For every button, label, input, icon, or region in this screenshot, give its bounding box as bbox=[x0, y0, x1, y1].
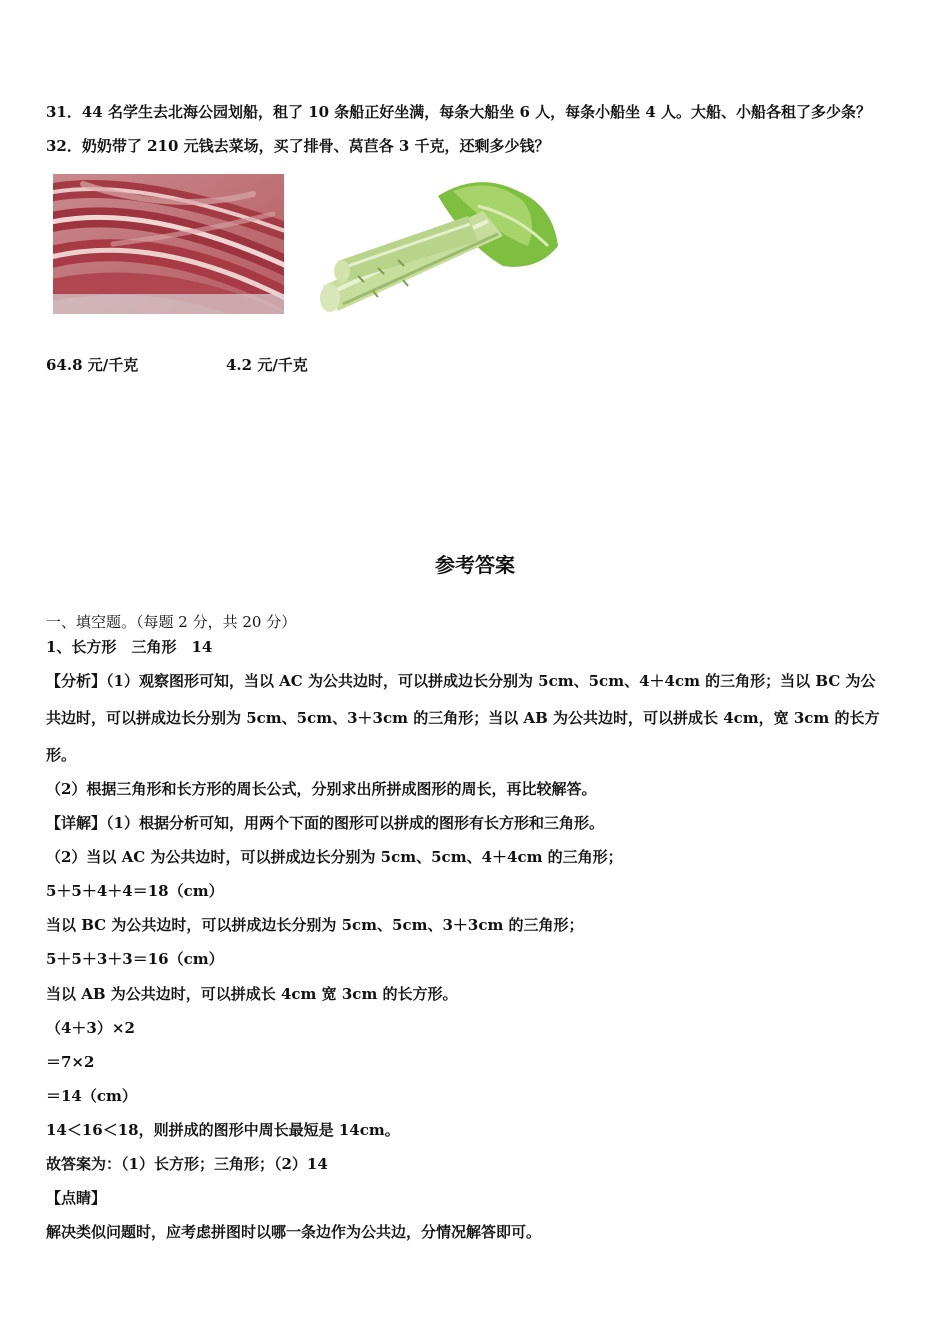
calc-line-5: ＝14（cm） bbox=[46, 1087, 137, 1105]
detail-line-4: 当以 AB 为公共边时，可以拼成长 4cm 宽 3cm 的长方形。 bbox=[46, 985, 458, 1003]
section-1-heading: 一、填空题。（每题 2 分，共 20 分） bbox=[46, 613, 297, 631]
lettuce-image bbox=[318, 176, 563, 318]
calc-line-4: ＝7×2 bbox=[46, 1053, 95, 1071]
analysis-line-4: （2）根据三角形和长方形的周长公式，分别求出所拼成图形的周长，再比较解答。 bbox=[46, 780, 597, 798]
question-32: 32．奶奶带了 210 元钱去菜场，买了排骨、莴苣各 3 千克，还剩多少钱？ bbox=[46, 137, 550, 155]
answer-heading: 参考答案 bbox=[435, 553, 515, 577]
analysis-line-2: 共边时，可以拼成边长分别为 5cm、5cm、3＋3cm 的三角形；当以 AB 为公共边时，可以拼成长 4cm，宽 3cm 的长方 bbox=[46, 709, 880, 727]
question-31: 31．44 名学生去北海公园划船，租了 10 条船正好坐满，每条大船坐 6 人，每条小船坐 4 人。大船、小船各租了多少条？ bbox=[46, 103, 872, 121]
answer-1: 1、长方形 三角形 14 bbox=[46, 638, 213, 656]
detail-line-3: 当以 BC 为公共边时，可以拼成边长分别为 5cm、5cm、3＋3cm 的三角形； bbox=[46, 916, 584, 934]
detail-line-2: （2）当以 AC 为公共边时，可以拼成边长分别为 5cm、5cm、4＋4cm 的三角形； bbox=[46, 848, 623, 866]
analysis-line-3: 形。 bbox=[46, 746, 77, 764]
ribs-image bbox=[53, 174, 284, 314]
calc-line-3: （4＋3）×2 bbox=[46, 1019, 135, 1037]
tip-label: 【点睛】 bbox=[46, 1189, 107, 1207]
calc-line-1: 5＋5＋4＋4＝18（cm） bbox=[46, 882, 224, 900]
price-lettuce: 4.2 元/千克 bbox=[226, 356, 308, 374]
price-ribs: 64.8 元/千克 bbox=[46, 356, 139, 374]
tip-text: 解决类似问题时，应考虑拼图时以哪一条边作为公共边，分情况解答即可。 bbox=[46, 1223, 542, 1241]
compare-line: 14＜16＜18，则拼成的图形中周长最短是 14cm。 bbox=[46, 1121, 400, 1139]
detail-line-1: 【详解】（1）根据分析可知，用两个下面的图形可以拼成的图形有长方形和三角形。 bbox=[46, 814, 604, 832]
calc-line-2: 5＋5＋3＋3＝16（cm） bbox=[46, 950, 224, 968]
final-answer: 故答案为：（1）长方形；三角形；（2）14 bbox=[46, 1155, 328, 1173]
analysis-line-1: 【分析】（1）观察图形可知，当以 AC 为公共边时，可以拼成边长分别为 5cm、5cm、4＋4cm 的三角形；当以 BC 为公 bbox=[46, 672, 876, 690]
